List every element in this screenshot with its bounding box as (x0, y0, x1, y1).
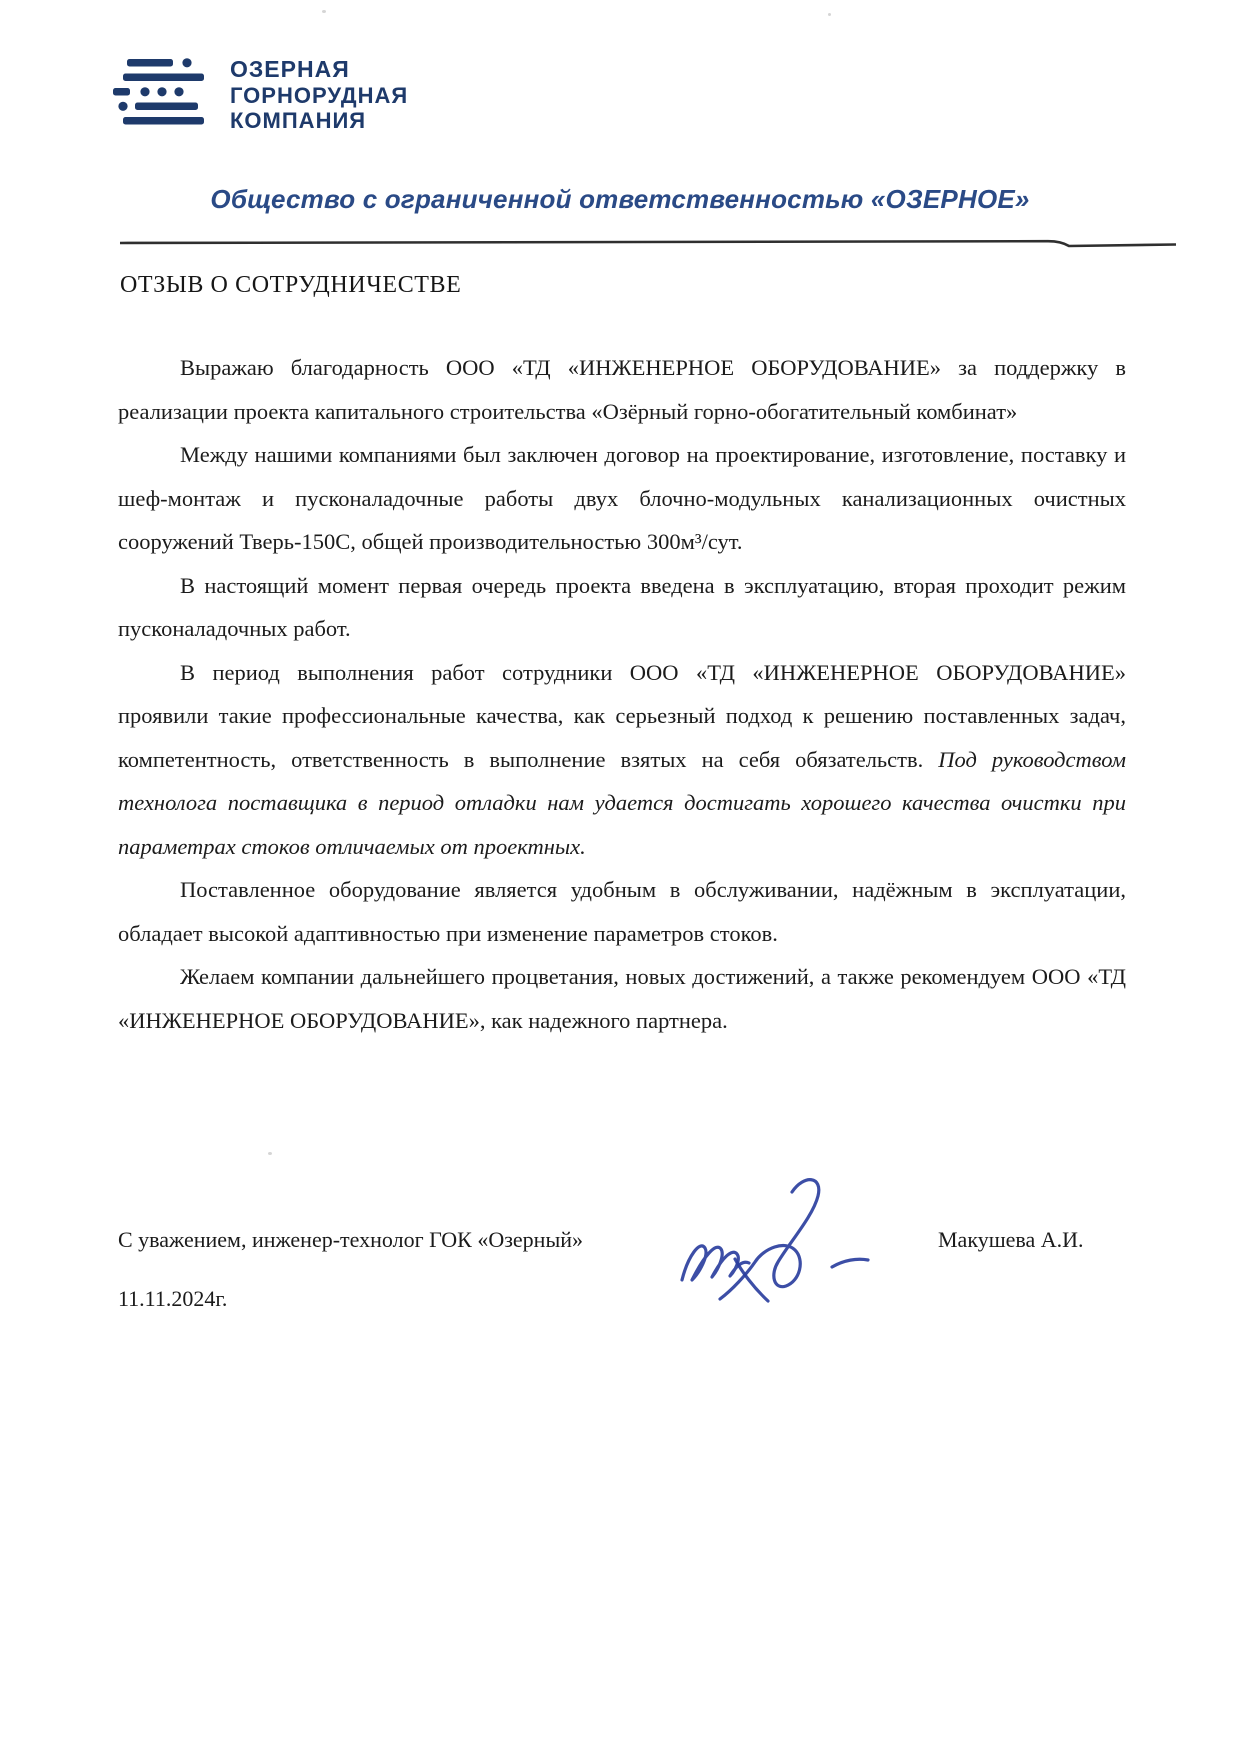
scan-speck (322, 10, 326, 13)
logo-wordmark (230, 55, 408, 134)
header-rule-line (118, 238, 1180, 250)
logo-morse-icon (113, 55, 214, 129)
logo-word-gornorudnaya: ГОРНОРУДНАЯ (230, 82, 409, 108)
logo-word-ozernaya: ОЗЕРНАЯ (230, 56, 350, 82)
paragraph-gratitude: Выражаю благодарность ООО «ТД «ИНЖЕНЕРНОЕ ОБОРУДОВАНИЕ» за поддержку в реализации проекта капитального строительства «Озёрный горно-обогатительный комбинат» (118, 355, 1126, 424)
logo-word-kompaniya: КОМПАНИЯ (230, 108, 367, 133)
paragraph-qualities (118, 651, 1126, 869)
company-name-header: Общество с ограниченной ответственностью «ОЗЕРНОЕ» (210, 184, 1030, 214)
signature-closing: С уважением, инженер-технолог ГОК «Озерный» (118, 1227, 584, 1252)
paragraph-qualities-italic: Под руководством технолога поставщика в период отладки нам удается достигать хорошего качества очистки при параметрах стоков отличаемых от проектных. (118, 746, 1126, 859)
letter-body (118, 346, 1126, 1042)
document-title: ОТЗЫВ О СОТРУДНИЧЕСТВЕ (120, 272, 462, 298)
paragraph-equipment: Поставленное оборудование является удобным в обслуживании, надёжным в эксплуатации, обладает высокой адаптивностью при изменение параметров стоков. (118, 877, 1126, 946)
handwritten-signature (672, 1168, 900, 1316)
paragraph-qualities-roman: В период выполнения работ сотрудники ООО «ТД «ИНЖЕНЕРНОЕ ОБОРУДОВАНИЕ» проявили такие профессиональные качества, как серьезный подход к решению поставленных задач, компетентность, ответственность в выполнение взятых на себя обязательств. (118, 659, 1126, 772)
paragraph-wishes: Желаем компании дальнейшего процветания, новых достижений, а также рекомендуем ООО «ТД «ИНЖЕНЕРНОЕ ОБОРУДОВАНИЕ», как надежного партнера. (118, 964, 1126, 1033)
paragraph-contract: Между нашими компаниями был заключен договор на проектирование, изготовление, поставку и шеф-монтаж и пусконаладочные работы двух блочно-модульных канализационных очистных сооружений Тверь-150С, общей производительностью 300м³/сут. (118, 442, 1126, 554)
signatory-name: Макушева А.И. (938, 1227, 1084, 1252)
letter-date: 11.11.2024г. (118, 1286, 228, 1311)
paragraph-status: В настоящий момент первая очередь проекта введена в эксплуатацию, вторая проходит режим пусконаладочных работ. (118, 572, 1126, 641)
scan-speck (828, 13, 831, 16)
scan-speck (268, 1152, 272, 1155)
company-logo (113, 55, 408, 134)
